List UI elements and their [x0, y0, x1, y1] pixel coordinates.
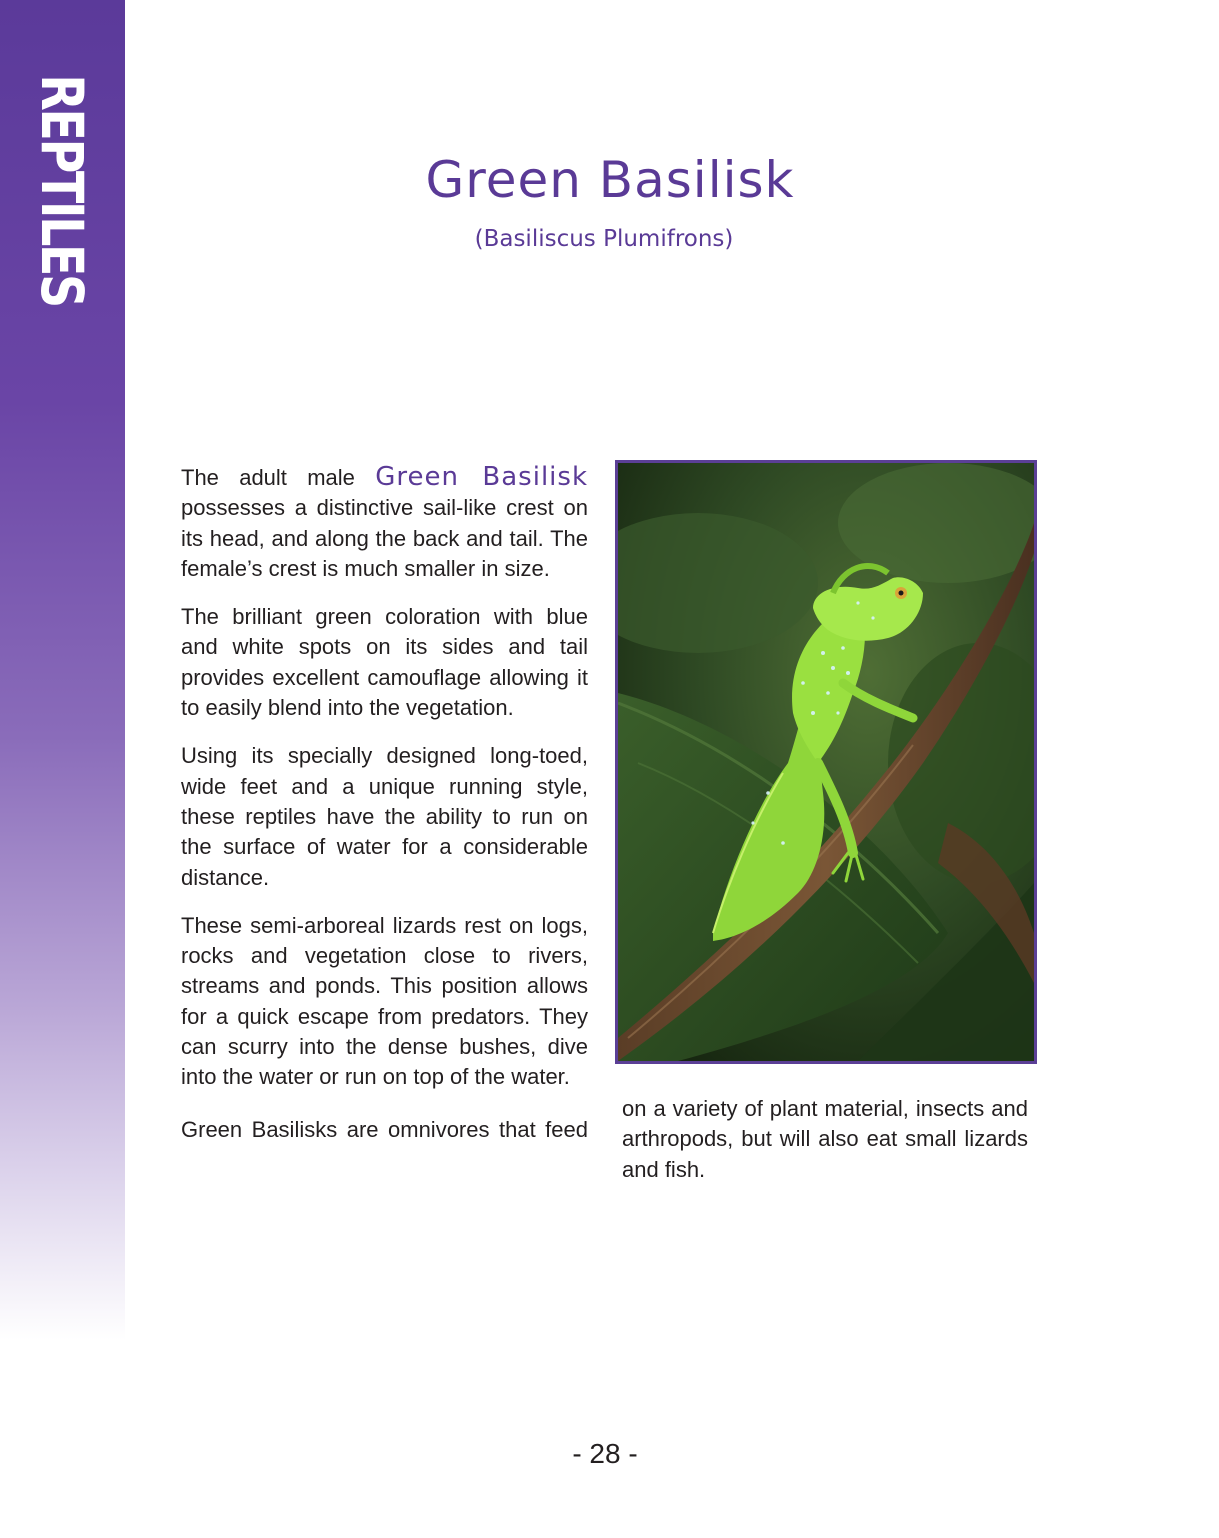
page-number: - 28 -	[572, 1438, 638, 1469]
paragraph-diet-continued: on a variety of plant material, insects and arthropods, but will also eat small lizards and fish.	[622, 1096, 1028, 1182]
paragraph-crest-lead: The adult male	[181, 465, 376, 490]
paragraph-coloration: The brilliant green coloration with blue and white spots on its sides and tail provides excellent camouflage allowing it to easily blend into the vegetation.	[181, 604, 588, 721]
scientific-name: (Basiliscus Plumifrons)	[474, 226, 734, 252]
page-title: Green Basilisk	[425, 151, 795, 209]
basilisk-photo-illustration	[618, 463, 1034, 1061]
chapter-label-text: REPTILES	[28, 74, 96, 306]
chapter-side-band	[0, 0, 125, 1340]
paragraph-habitat: These semi-arboreal lizards rest on logs, rocks and vegetation close to rivers, streams and ponds. This position allows for a quick escape from predators. They can scurry into the dense bushes, dive into the water or run on top of the water.	[181, 912, 588, 1090]
basilisk-photo	[615, 460, 1037, 1064]
paragraph-diet-start: Green Basilisks are omnivores that feed	[181, 1116, 588, 1142]
article-right-column	[622, 1094, 1028, 1185]
inline-species-name: Green Basilisk	[375, 462, 588, 492]
paragraph-running: Using its specially designed long-toed, wide feet and a unique running style, these reptiles have the ability to run on the surface of water for a considerable distance.	[181, 743, 588, 890]
chapter-label	[28, 49, 96, 331]
article-left-column	[181, 462, 588, 1163]
paragraph-crest	[181, 462, 588, 584]
paragraph-crest-rest: possesses a distinctive sail-like crest on its head, and along the back and tail. The female’s crest is much smaller in size.	[181, 495, 588, 581]
